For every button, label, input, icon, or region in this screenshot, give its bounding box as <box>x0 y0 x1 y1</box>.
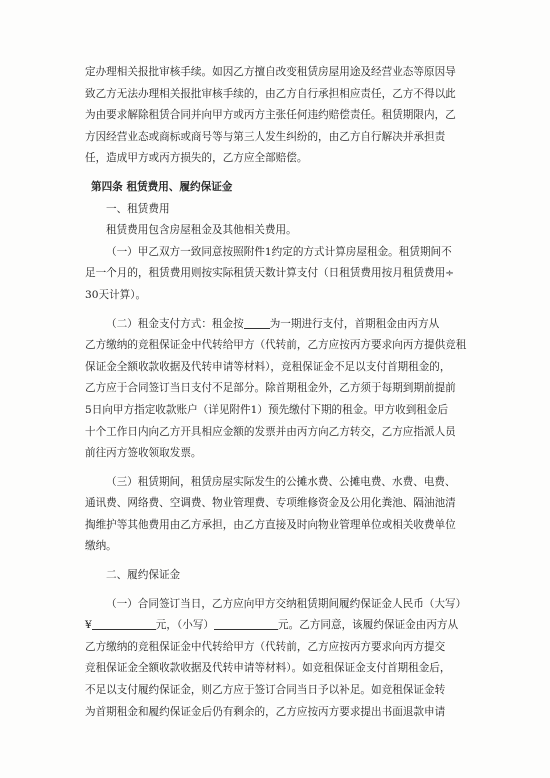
blank-line <box>92 616 156 630</box>
clause-line: 足一个月的，租赁费用则按实际租赁天数计算支付（日租赁费用按月租赁费用÷ <box>85 267 455 280</box>
text-line: 任，造成甲方或丙方损失的，乙方应全部赔偿。 <box>85 152 308 165</box>
clause-text: 为一期进行支付，首期租金由丙方从 <box>269 317 440 330</box>
text-line: 定办理相关报批审核手续。如因乙方擅自改变租赁房屋用途及经营业态等原因导 <box>85 66 456 78</box>
clause-line: 30天计算）。 <box>85 288 147 301</box>
clause-line: （一）甲乙双方一致同意按照附件1约定的方式计算房屋租金。租赁期间不 <box>106 245 452 258</box>
clause-line: 为首期租金和履约保证金后仍有剩余的，乙方应按丙方要求提出书面退款申请 <box>85 705 446 718</box>
clause-line: 保证金全额收款收据及代转申请等材料），竞租保证金不足以支付首期租金的， <box>85 360 451 373</box>
clause-text: （二）租金支付方式：租金按 <box>106 317 244 330</box>
clause-line: 前往丙方签收领取发票。 <box>85 447 202 460</box>
section-intro: 租赁费用包含房屋租金及其他相关费用。 <box>106 224 297 237</box>
clause-line: 十个工作日内向乙方开具相应金额的发票并由丙方向乙方转交，乙方应指派人员 <box>85 425 456 438</box>
clause-line: 竞租保证金全额收款收据及代转申请等材料）。如竞租保证金支付首期租金后， <box>85 662 451 675</box>
clause-line: 乙方应于合同签订当日支付不足部分。除首期租金外，乙方须于每期到期前提前 <box>85 382 456 395</box>
clause-line: 掏维护等其他费用由乙方承担，由乙方直接及时向物业管理单位或相关收费单位 <box>85 518 456 531</box>
clause-line: 乙方缴纳的竞租保证金中代转给甲方（代转前，乙方应按丙方要求向丙方提供竞租 <box>85 339 467 352</box>
clause-line: 5日向甲方指定收款账户（详见附件1）预先缴付下期的租金。甲方收到租金后 <box>85 403 449 416</box>
article-heading: 第四条 租赁费用、履约保证金 <box>91 180 233 193</box>
clause-line: 通讯费、网络费、空调费、物业管理费、专项维修资金及公用化粪池、隔油池清 <box>85 497 456 510</box>
blank-line <box>214 616 278 630</box>
text-line: 为由要求解除租赁合同并向甲方或丙方主张任何违约赔偿责任。租赁期限内，乙 <box>85 109 456 122</box>
clause-line: （一）合同签订当日，乙方应向甲方交纳租赁期间履约保证金人民币（大写） <box>106 597 467 610</box>
clause-text: 元，（小写） <box>155 619 215 632</box>
section-title: 二、履约保证金 <box>106 569 181 582</box>
currency-symbol: ¥ <box>85 619 92 632</box>
clause-line <box>85 615 481 637</box>
clause-line <box>85 314 481 336</box>
blank-line <box>244 315 270 329</box>
text-line: 方因经营业态或商标或商号等与第三人发生纠纷的，由乙方自行解决并承担责 <box>85 130 446 143</box>
document-body <box>85 62 481 723</box>
section-title: 一、租赁费用 <box>106 202 170 215</box>
clause-text: 元。乙方同意，该履约保证金由丙方从 <box>278 619 459 632</box>
clause-line: 缴纳。 <box>85 540 117 553</box>
text-line: 致乙方无法办理相关报批审核手续的，由乙方自行承担相应责任，乙方不得以此 <box>85 87 456 100</box>
clause-line: （三）租赁期间，租赁房屋实际发生的公摊水费、公摊电费、水费、电费、 <box>106 475 456 488</box>
clause-line: 不足以支付履约保证金，则乙方应于签订合同当日予以补足。如竞租保证金转 <box>85 684 446 697</box>
clause-line: 乙方缴纳的竞租保证金中代转给甲方（代转前，乙方应按丙方要求向丙方提交 <box>85 640 446 653</box>
